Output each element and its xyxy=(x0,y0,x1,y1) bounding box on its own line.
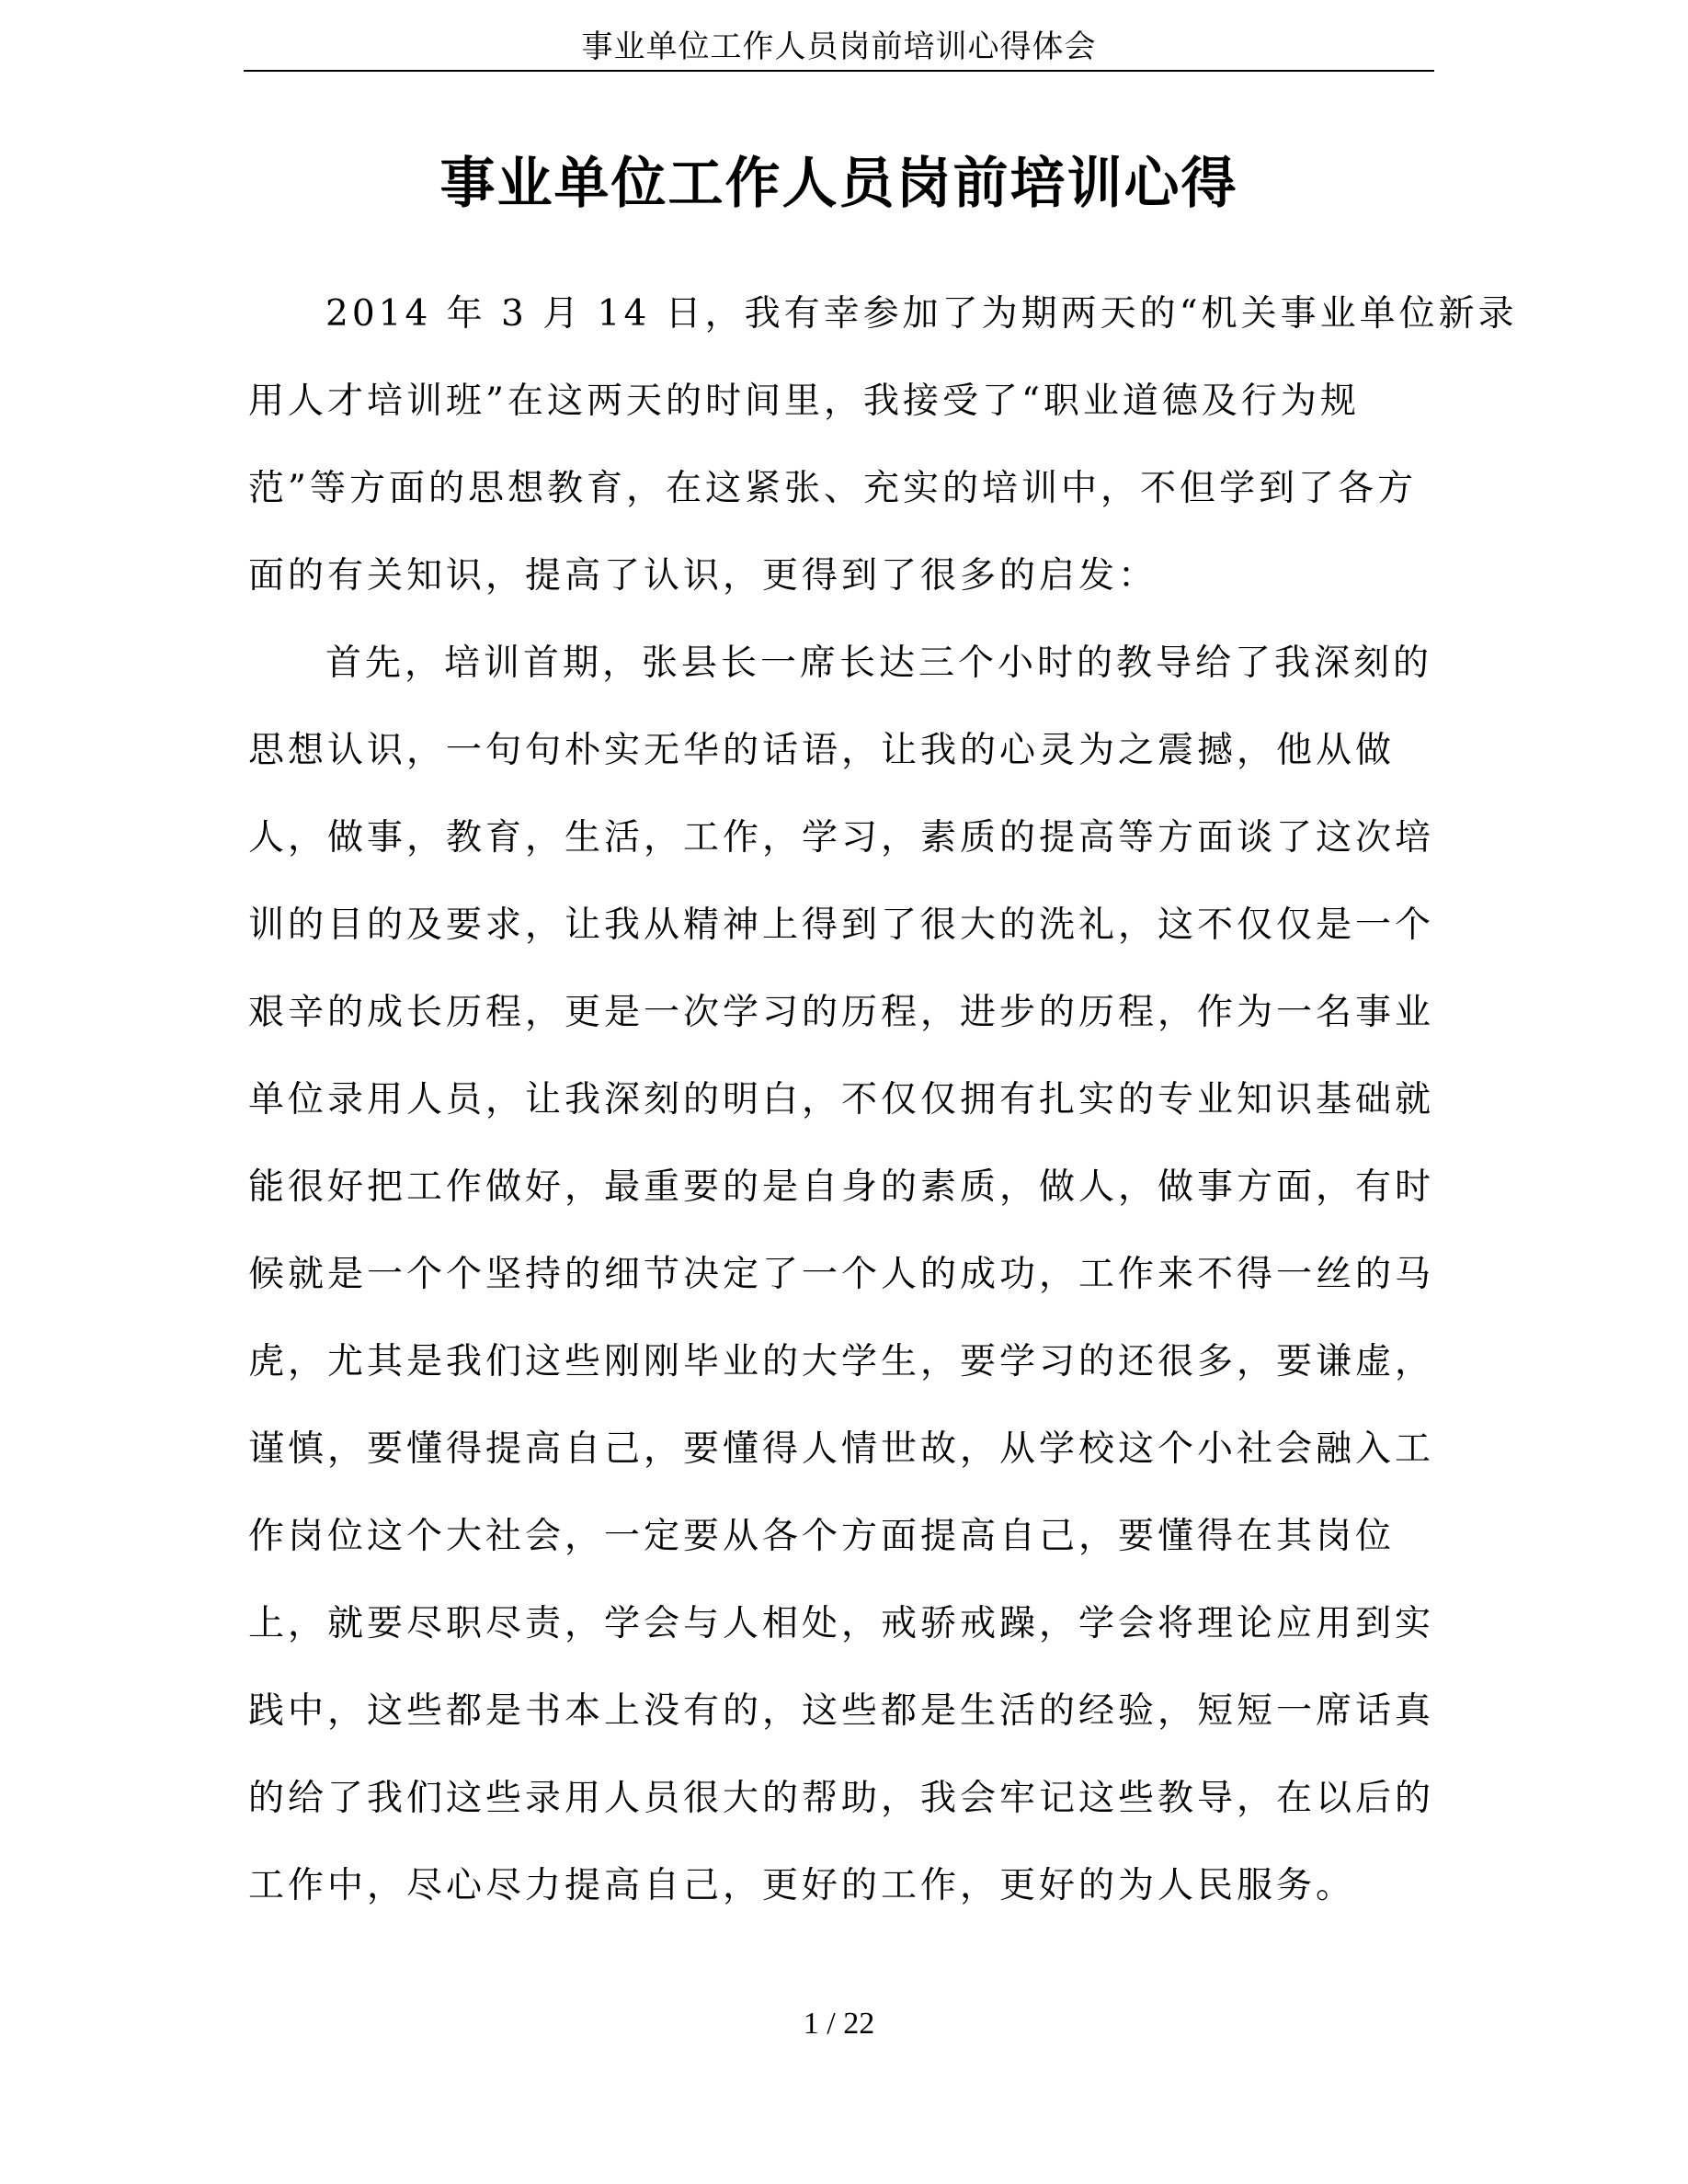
paragraph-line: 用人才培训班”在这两天的时间里，我接受了“职业道德及行为规 xyxy=(248,381,1360,422)
paragraph-line: 候就是一个个坚持的细节决定了一个人的成功，工作来不得一丝的马 xyxy=(248,1254,1435,1295)
paragraph-line: 能很好把工作做好，最重要的是自身的素质，做人，做事方面，有时 xyxy=(248,1166,1435,1208)
paragraph-line: 2014 年 3 月 14 日，我有幸参加了为期两天的“机关事业单位新录 xyxy=(325,293,1518,335)
paragraph-line: 训的目的及要求，让我从精神上得到了很大的洗礼，这不仅仅是一个 xyxy=(248,904,1435,946)
paragraph-line: 工作中，尽心尽力提高自己，更好的工作，更好的为人民服务。 xyxy=(248,1865,1356,1906)
paragraph-line: 范”等方面的思想教育，在这紧张、充实的培训中，不但学到了各方 xyxy=(248,468,1417,509)
paragraph-line: 艰辛的成长历程，更是一次学习的历程，进步的历程，作为一名事业 xyxy=(248,992,1435,1033)
paragraph-line: 谨慎，要懂得提高自己，要懂得人情世故，从学校这个小社会融入工 xyxy=(248,1428,1435,1470)
paragraph-line: 单位录用人员，让我深刻的明白，不仅仅拥有扎实的专业知识基础就 xyxy=(248,1079,1435,1120)
running-header: 事业单位工作人员岗前培训心得体会 xyxy=(581,28,1097,65)
paragraph-line: 作岗位这个大社会，一定要从各个方面提高自己，要懂得在其岗位 xyxy=(248,1516,1396,1557)
paragraph-2 xyxy=(248,620,1443,1929)
paragraph-line: 思想认识，一句句朴实无华的话语，让我的心灵为之震撼，他从做 xyxy=(248,730,1396,771)
paragraph-line: 践中，这些都是书本上没有的，这些都是生活的经验，短短一席话真 xyxy=(248,1690,1435,1732)
paragraph-line: 面的有关知识，提高了认识，更得到了很多的启发： xyxy=(248,555,1158,597)
paragraph-line: 首先，培训首期，张县长一席长达三个小时的教导给了我深刻的 xyxy=(325,643,1433,684)
paragraph-line: 虎，尤其是我们这些刚刚毕业的大学生，要学习的还很多，要谦虚， xyxy=(248,1341,1435,1382)
paragraph-line: 人，做事，教育，生活，工作，学习，素质的提高等方面谈了这次培 xyxy=(248,817,1435,859)
paragraph-line: 上，就要尽职尽责，学会与人相处，戒骄戒躁，学会将理论应用到实 xyxy=(248,1603,1435,1644)
paragraph-line: 的给了我们这些录用人员很大的帮助，我会牢记这些教导，在以后的 xyxy=(248,1778,1435,1819)
header-divider xyxy=(244,70,1434,72)
paragraph-1 xyxy=(248,270,1518,620)
document-title: 事业单位工作人员岗前培训心得 xyxy=(439,152,1238,216)
page-number: 1 / 22 xyxy=(803,2007,875,2041)
